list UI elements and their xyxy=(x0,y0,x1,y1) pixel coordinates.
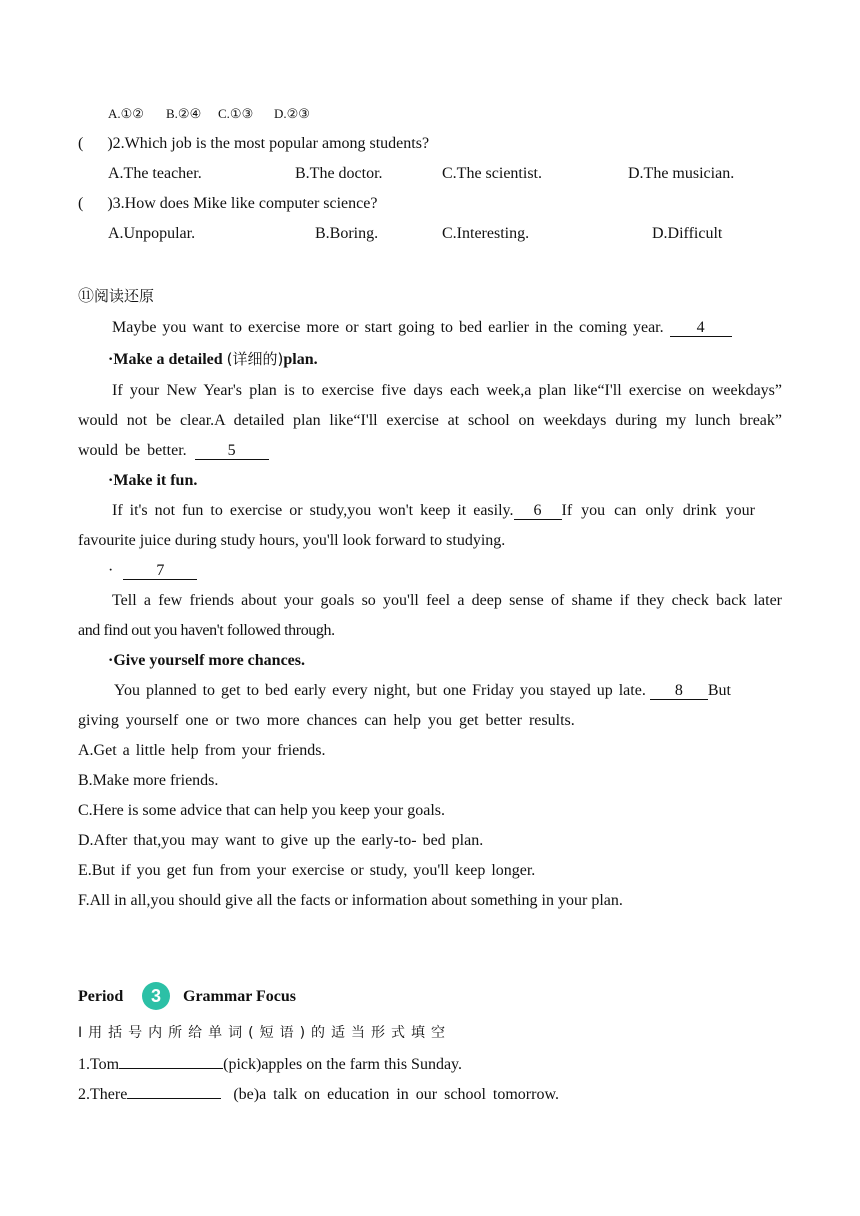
paragraph-2-line-3 xyxy=(78,441,269,461)
q1-option-c: C.①③ xyxy=(218,106,254,121)
grammar-item-2-a: 2.There xyxy=(78,1086,128,1103)
q1-option-b: B.②④ xyxy=(166,106,202,121)
heading-detailed-b: plan. xyxy=(283,351,318,368)
choice-f: F.All in all,you should give all the facts or information about something in your plan. xyxy=(78,892,623,909)
grammar-instruction: Ⅰ用括号内所给单词(短语)的适当形式填空 xyxy=(78,1025,452,1041)
q2-paren-open: ( xyxy=(78,135,84,152)
blank-4[interactable]: 4 xyxy=(670,319,732,337)
grammar-item-2-b: (be)a talk on education in our school tomorrow. xyxy=(233,1086,559,1103)
paragraph-1-text: Maybe you want to exercise more or start going to bed earlier in the coming year. xyxy=(112,319,664,336)
q2-paren-close: ) xyxy=(107,135,113,152)
blank-5[interactable]: 5 xyxy=(195,442,269,460)
period-number-badge: 3 xyxy=(142,982,170,1010)
q3-option-c: C.Interesting. xyxy=(442,225,530,242)
choice-c: C.Here is some advice that can help you keep your goals. xyxy=(78,802,445,819)
heading-detailed-cn: (详细的) xyxy=(226,350,284,368)
q2-option-d: D.The musician. xyxy=(628,165,735,182)
heading-make-it-fun: ·Make it fun. xyxy=(108,472,198,489)
heading-blank-7 xyxy=(108,561,197,581)
q2-option-c: C.The scientist. xyxy=(442,165,542,182)
grammar-blank-1[interactable] xyxy=(119,1068,223,1069)
choice-b: B.Make more friends. xyxy=(78,772,219,789)
grammar-item-1-b: (pick)apples on the farm this Sunday. xyxy=(223,1056,463,1073)
paragraph-5-text-b: But xyxy=(707,682,731,699)
heading-detailed-a: Make a detailed xyxy=(113,351,227,368)
q3-stem: 3.How does Mike like computer science? xyxy=(112,195,378,212)
q1-option-a: A.①② xyxy=(108,106,144,121)
paragraph-2-end: would be better. xyxy=(78,442,187,459)
section-11-number: ⑪ xyxy=(78,288,95,305)
paragraph-3-text-a: If it's not fun to exercise or study,you won't keep it easily. xyxy=(112,502,514,519)
q1-option-d: D.②③ xyxy=(274,106,310,121)
grammar-blank-2[interactable] xyxy=(127,1098,221,1099)
grammar-item-1 xyxy=(78,1055,462,1075)
paragraph-4-line-1: Tell a few friends about your goals so you'll feel a deep sense of shame if they check back later xyxy=(112,592,782,609)
period-title: Grammar Focus xyxy=(183,988,297,1005)
q3-paren-close: ) xyxy=(107,195,113,212)
q2-option-a: A.The teacher. xyxy=(108,165,202,182)
grammar-item-1-a: 1.Tom xyxy=(78,1056,120,1073)
blank-8[interactable]: 8 xyxy=(650,682,708,700)
paragraph-3-line-2: favourite juice during study hours, you'll look forward to studying. xyxy=(78,532,506,549)
heading-make-detailed-plan xyxy=(108,349,318,370)
heading-more-chances: ·Give yourself more chances. xyxy=(108,652,305,669)
blank-6[interactable]: 6 xyxy=(514,502,562,520)
choice-e: E.But if you get fun from your exercise or study, you'll keep longer. xyxy=(78,862,536,879)
paragraph-2-line-2: would not be clear.A detailed plan like“I'll exercise at school on weekdays during my lunch break” xyxy=(78,412,782,429)
paragraph-2-line-1: If your New Year's plan is to exercise five days each week,a plan like“I'll exercise on weekdays” xyxy=(112,382,782,399)
blank-7[interactable]: 7 xyxy=(123,562,197,580)
question-2 xyxy=(78,134,429,154)
q3-option-a: A.Unpopular. xyxy=(108,225,196,242)
passage-paragraph-1 xyxy=(112,318,732,338)
question-3 xyxy=(78,194,377,214)
heading-bullet: · xyxy=(108,351,114,368)
q2-stem: 2.Which job is the most popular among students? xyxy=(112,135,430,152)
paragraph-3-text-b: If you can only drink your xyxy=(561,502,755,519)
choice-d: D.After that,you may want to give up the early-to- bed plan. xyxy=(78,832,484,849)
paragraph-3-line-1 xyxy=(112,501,782,521)
paragraph-5-text-a: You planned to get to bed early every night, but one Friday you stayed up late. xyxy=(114,682,646,699)
choice-a: A.Get a little help from your friends. xyxy=(78,742,326,759)
q3-paren-open: ( xyxy=(78,195,84,212)
section-11-heading xyxy=(78,286,154,307)
q3-option-d: D.Difficult xyxy=(652,225,723,242)
section-11-title: 阅读还原 xyxy=(94,287,155,305)
paragraph-4-line-2: and find out you haven't followed through. xyxy=(78,622,335,639)
paragraph-5-line-2: giving yourself one or two more chances can help you get better results. xyxy=(78,712,575,729)
grammar-item-2 xyxy=(78,1085,559,1105)
q3-option-b: B.Boring. xyxy=(315,225,379,242)
heading-7-bullet: · xyxy=(108,562,114,579)
period-label: Period xyxy=(78,988,124,1005)
q2-option-b: B.The doctor. xyxy=(295,165,383,182)
paragraph-5-line-1 xyxy=(114,681,731,701)
